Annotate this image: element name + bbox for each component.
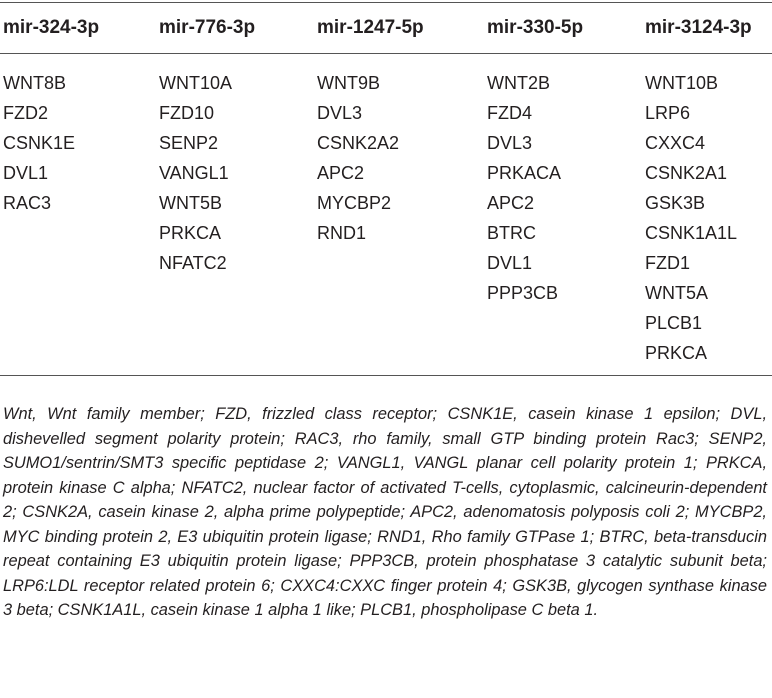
table-cell: CSNK1E xyxy=(3,133,76,153)
table-cell: APC2 xyxy=(487,193,535,213)
table-cell: BTRC xyxy=(487,223,536,243)
table-header-row xyxy=(0,15,772,45)
table-cell: RND1 xyxy=(317,223,367,243)
table-cell: FZD2 xyxy=(3,103,48,123)
table-cell: PRKCA xyxy=(645,343,708,363)
table-cell: PRKACA xyxy=(487,163,562,183)
table-cell: CXXC4 xyxy=(645,133,706,153)
table-cell: CSNK2A2 xyxy=(317,133,400,153)
table-cell: PRKCA xyxy=(159,223,222,243)
table-bottom-rule xyxy=(0,375,772,376)
table-cell: WNT9B xyxy=(317,73,380,93)
header-mir-324-3p: mir-324-3p xyxy=(3,17,100,38)
table-cell: GSK3B xyxy=(645,193,706,213)
column-mir-3124-3p xyxy=(645,68,737,368)
column-mir-1247-5p xyxy=(317,68,399,248)
table-cell: DVL1 xyxy=(3,163,49,183)
column-mir-776-3p xyxy=(159,68,232,278)
table-cell: FZD1 xyxy=(645,253,690,273)
table-cell: LRP6 xyxy=(645,103,691,123)
table-cell: RAC3 xyxy=(3,193,52,213)
table-cell: WNT2B xyxy=(487,73,550,93)
table-cell: NFATC2 xyxy=(159,253,227,273)
table-cell: FZD10 xyxy=(159,103,215,123)
header-mir-1247-5p: mir-1247-5p xyxy=(317,17,424,38)
table-cell: VANGL1 xyxy=(159,163,229,183)
column-mir-324-3p xyxy=(3,68,75,218)
header-mir-330-5p: mir-330-5p xyxy=(487,17,584,38)
table-cell: CSNK2A1 xyxy=(645,163,728,183)
table-cell: DVL3 xyxy=(487,133,533,153)
table-cell: CSNK1A1L xyxy=(645,223,738,243)
column-mir-330-5p xyxy=(487,68,561,308)
table-header-rule xyxy=(0,53,772,54)
table-cell: WNT5B xyxy=(159,193,222,213)
table-footnote: Wnt, Wnt family member; FZD, frizzled class receptor; CSNK1E, casein kinase 1 epsilon; DVL, dishevelled segment polarity protein; RAC3, rho family, small GTP binding protein Rac3; SENP2, SUMO1/sentrin/SMT3 specific peptidase 2; VANGL1, VANGL planar cell polarity protein 1; PRKCA, protein kinase C alpha; NFATC2, nuclear factor of activated T-cells, cytoplasmic, calcineurin-dependent 2; CSNK2A, casein kinase 2, alpha prime polypeptide; APC2, adenomatosis polyposis coli 2; MYCBP2, MYC binding protein 2, E3 ubiquitin protein ligase; RND1, Rho family GTPase 1; BTRC, beta-transducin repeat containing E3 ubiquitin protein ligase; PPP3CB, protein phosphatase 3 catalytic subunit beta; LRP6:LDL receptor related protein 6; CXXC4:CXXC finger protein 4; GSK3B, glycogen synthase kinase 3 beta; CSNK1A1L, casein kinase 1 alpha 1 like; PLCB1, phospholipase C beta 1. xyxy=(3,405,767,620)
table-cell: FZD4 xyxy=(487,103,532,123)
table-cell: DVL1 xyxy=(487,253,533,273)
header-mir-3124-3p: mir-3124-3p xyxy=(645,17,752,38)
header-mir-776-3p: mir-776-3p xyxy=(159,17,256,38)
table-cell: SENP2 xyxy=(159,133,219,153)
table-cell: APC2 xyxy=(317,163,365,183)
table-cell: MYCBP2 xyxy=(317,193,392,213)
table-cell: WNT8B xyxy=(3,73,66,93)
table-cell: WNT10B xyxy=(645,73,719,93)
table-cell: WNT5A xyxy=(645,283,708,303)
table-cell: PLCB1 xyxy=(645,313,703,333)
table-cell: WNT10A xyxy=(159,73,233,93)
table-top-rule xyxy=(0,2,772,3)
table-cell: PPP3CB xyxy=(487,283,559,303)
table-cell: DVL3 xyxy=(317,103,363,123)
